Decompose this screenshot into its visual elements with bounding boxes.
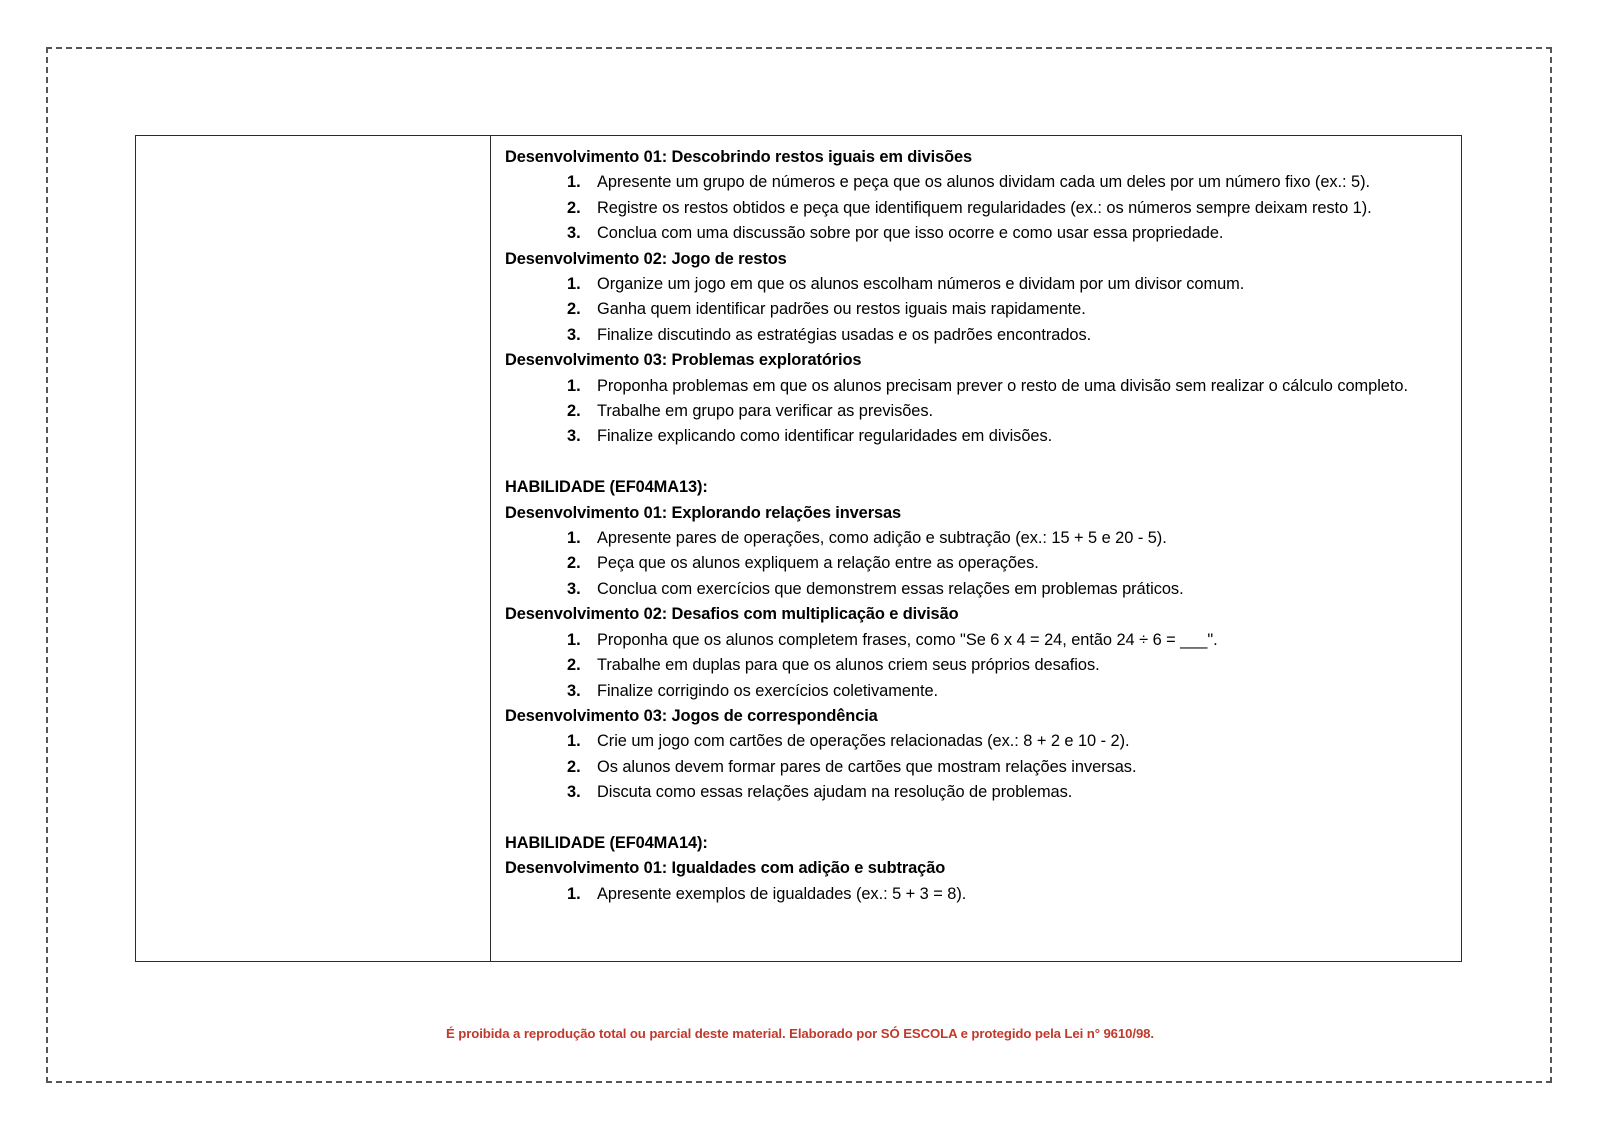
- development-heading: Desenvolvimento 03: Jogos de correspondência: [505, 706, 878, 725]
- table-left-column: [136, 136, 491, 961]
- development-heading: Desenvolvimento 01: Descobrindo restos iguais em divisões: [505, 148, 973, 166]
- development-step-list: [505, 170, 1443, 246]
- development-step: Discuta como essas relações ajudam na resolução de problemas.: [597, 783, 1073, 802]
- development-step-list: [505, 729, 1443, 805]
- development-step: Organize um jogo em que os alunos escolham números e dividam por um divisor comum.: [597, 275, 1245, 294]
- development-step-list: [505, 526, 1443, 602]
- skill-heading: HABILIDADE (EF04MA13):: [505, 478, 708, 497]
- blank-spacer-line: [505, 450, 1443, 475]
- development-step: Apresente exemplos de igualdades (ex.: 5 + 3 = 8).: [597, 884, 967, 903]
- development-step-list: [505, 374, 1443, 450]
- development-step: Conclua com uma discussão sobre por que isso ocorre e como usar essa propriedade.: [597, 224, 1224, 243]
- development-heading: Desenvolvimento 02: Desafios com multiplicação e divisão: [505, 605, 959, 624]
- development-step: Crie um jogo com cartões de operações relacionadas (ex.: 8 + 2 e 10 - 2).: [597, 732, 1130, 751]
- development-heading: Desenvolvimento 02: Jogo de restos: [505, 249, 787, 268]
- content-table: [135, 135, 1462, 962]
- development-step: Finalize corrigindo os exercícios coletivamente.: [597, 681, 939, 700]
- copyright-footer: É proibida a reprodução total ou parcial deste material. Elaborado por SÓ ESCOLA e protegido pela Lei n° 9610/98.: [446, 1026, 1154, 1041]
- table-content-column: [491, 136, 1461, 961]
- development-step: Trabalhe em duplas para que os alunos criem seus próprios desafios.: [597, 656, 1100, 675]
- development-heading: Desenvolvimento 01: Igualdades com adição e subtração: [505, 859, 946, 878]
- development-step: Proponha que os alunos completem frases, como "Se 6 x 4 = 24, então 24 ÷ 6 = ___".: [597, 630, 1218, 649]
- blank-spacer-line: [505, 806, 1443, 831]
- development-step: Apresente um grupo de números e peça que os alunos dividam cada um deles por um número fixo (ex.: 5).: [597, 173, 1371, 192]
- development-step: Proponha problemas em que os alunos precisam prever o resto de uma divisão sem realizar o cálculo completo.: [597, 376, 1408, 395]
- development-step-list: [505, 882, 1443, 907]
- development-step: Peça que os alunos expliquem a relação entre as operações.: [597, 554, 1039, 573]
- development-heading: Desenvolvimento 03: Problemas exploratórios: [505, 351, 862, 370]
- development-step-list: [505, 628, 1443, 704]
- development-step: Conclua com exercícios que demonstrem essas relações em problemas práticos.: [597, 579, 1184, 598]
- development-step: Finalize explicando como identificar regularidades em divisões.: [597, 427, 1053, 446]
- development-step: Ganha quem identificar padrões ou restos iguais mais rapidamente.: [597, 300, 1086, 319]
- development-step: Trabalhe em grupo para verificar as previsões.: [597, 402, 933, 421]
- development-step: Finalize discutindo as estratégias usadas e os padrões encontrados.: [597, 325, 1092, 344]
- development-step: Os alunos devem formar pares de cartões que mostram relações inversas.: [597, 757, 1137, 776]
- skill-heading: HABILIDADE (EF04MA14):: [505, 833, 708, 852]
- development-step-list: [505, 272, 1443, 348]
- development-step: Apresente pares de operações, como adição e subtração (ex.: 15 + 5 e 20 - 5).: [597, 529, 1167, 548]
- development-step: Registre os restos obtidos e peça que identifiquem regularidades (ex.: os números sempre deixam resto 1).: [597, 198, 1372, 217]
- development-heading: Desenvolvimento 01: Explorando relações inversas: [505, 503, 902, 522]
